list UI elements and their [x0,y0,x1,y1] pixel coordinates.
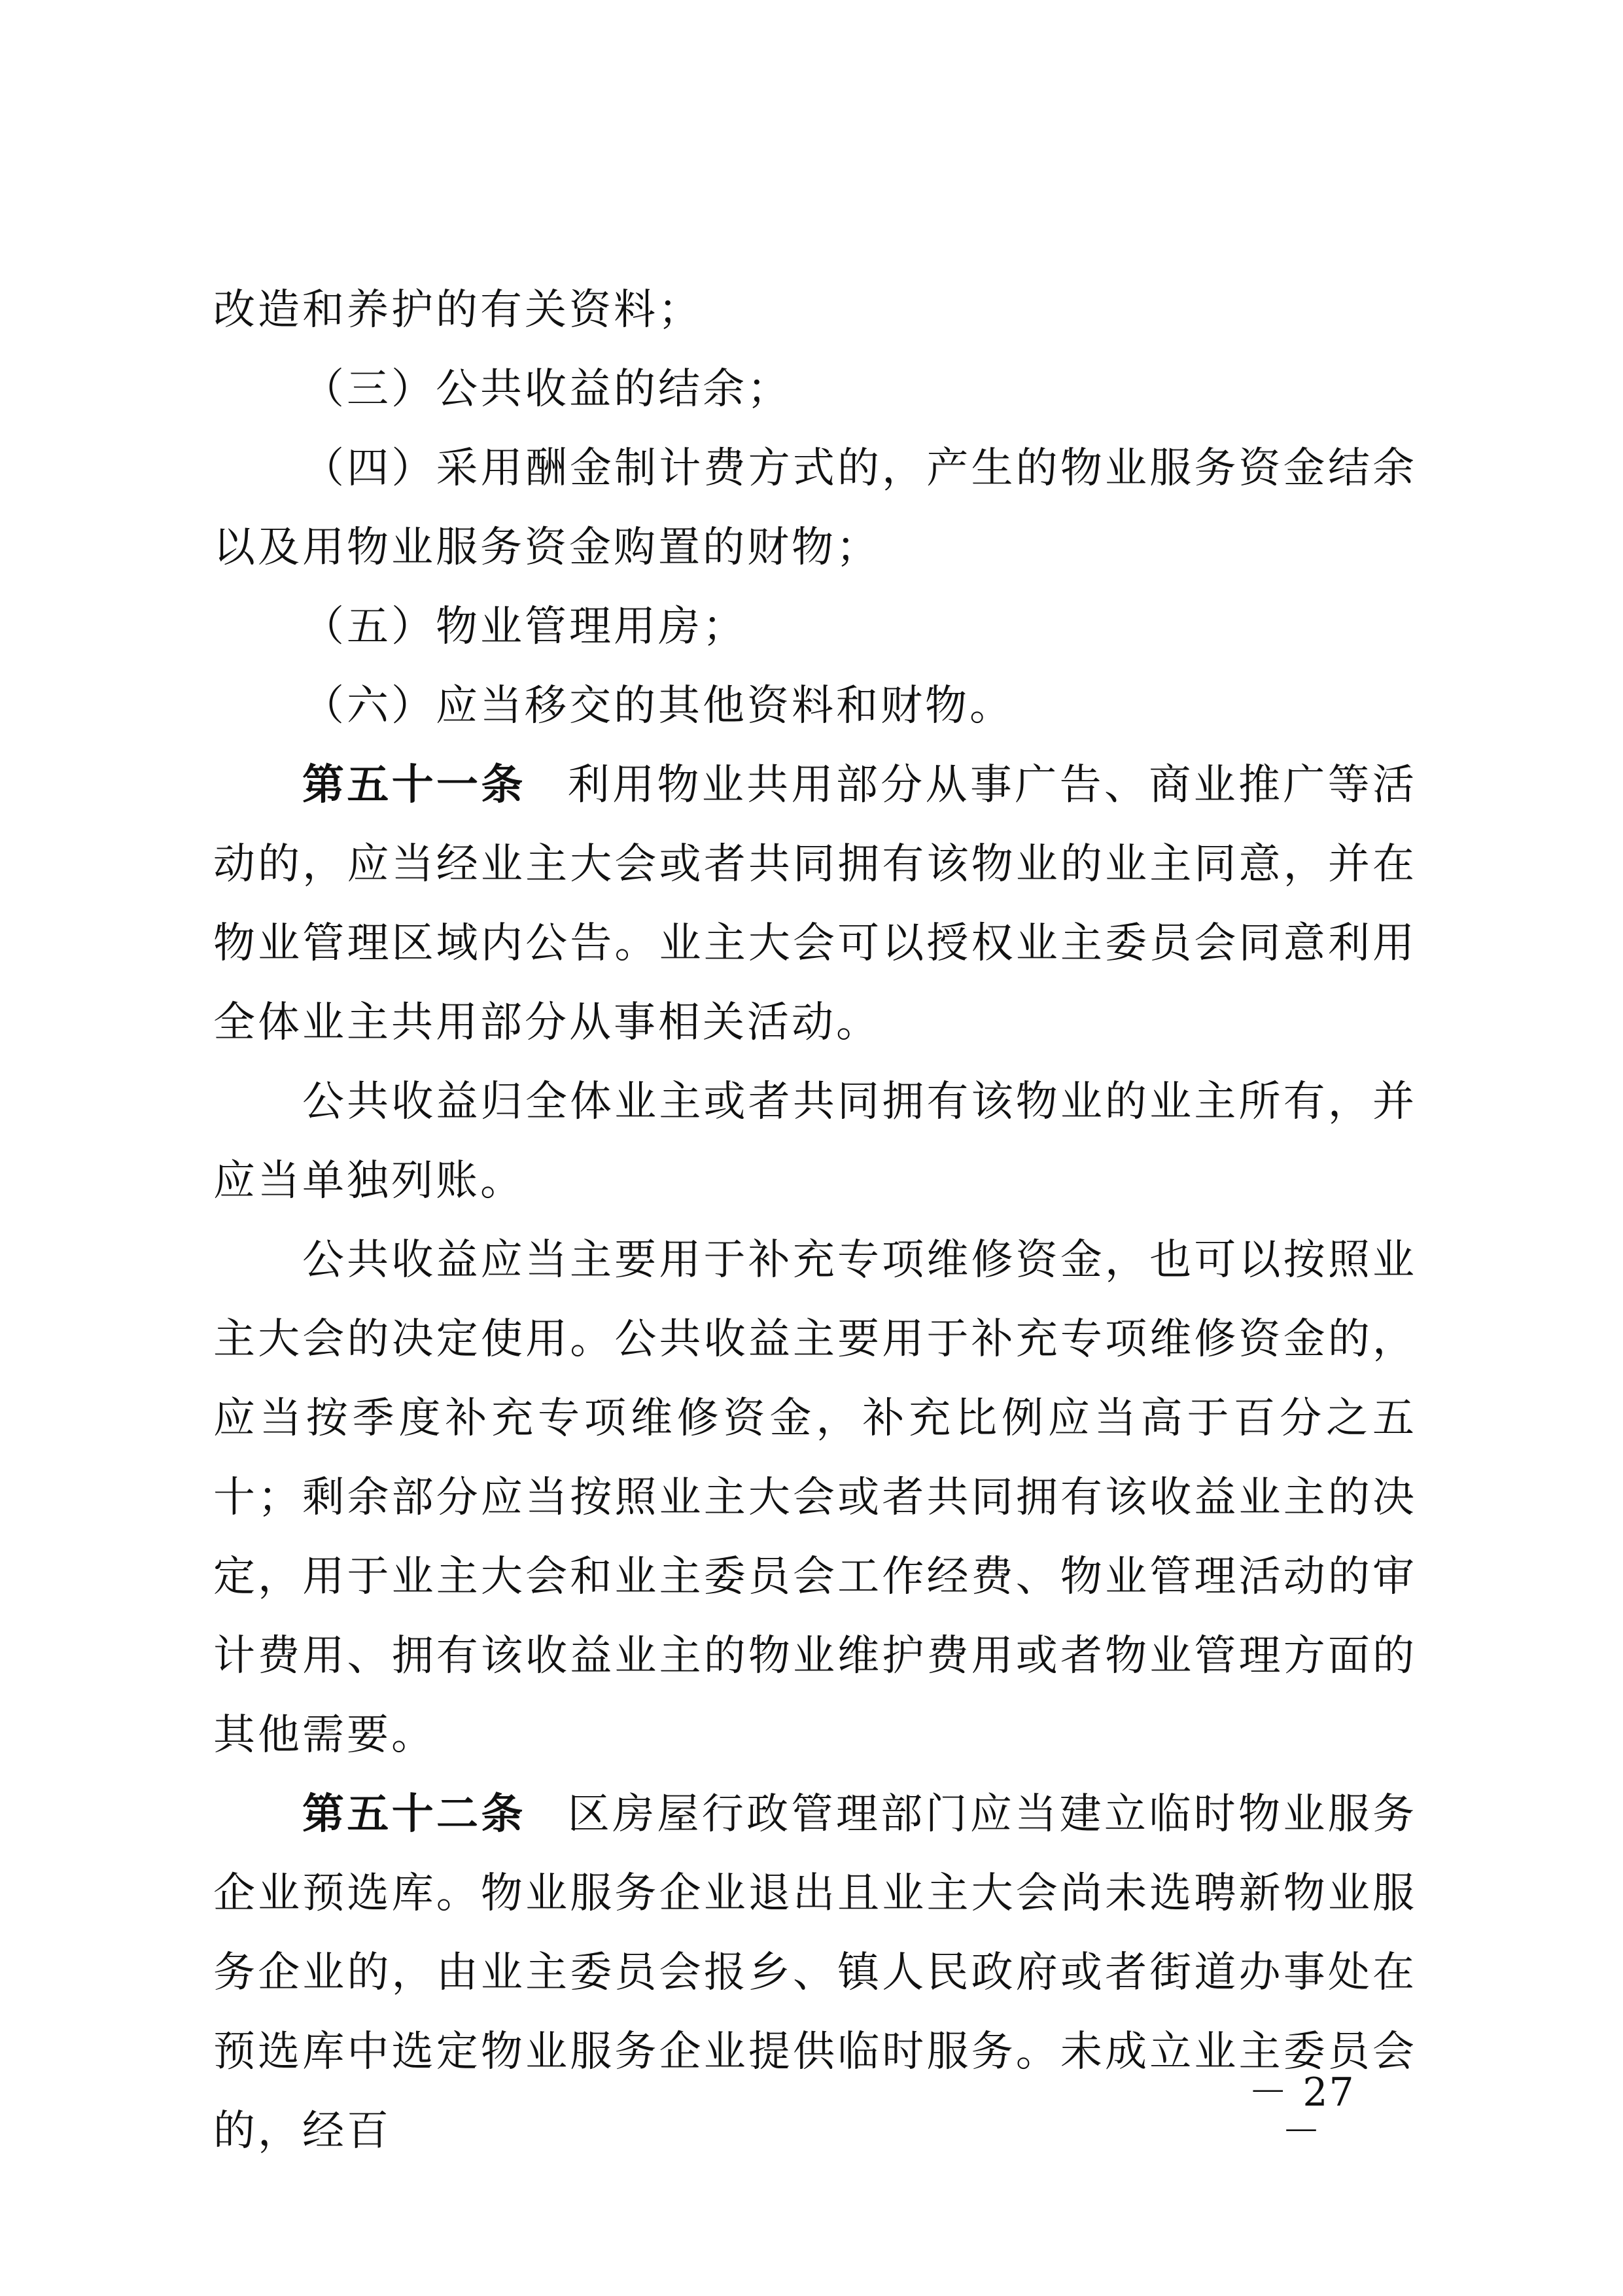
paragraph [213,667,1417,746]
paragraph-text: 利用物业共用部分从事广告、商业推广等活动的，应当经业主大会或者共同拥有该物业的业主同意，并在物业管理区域内公告。业主大会可以授权业主委员会同意利用全体业主共用部分从事相关活动。 [213,761,1418,1047]
paragraph-text: （四）采用酬金制计费方式的，产生的物业服务资金结余以及用物业服务资金购置的财物； [213,444,1417,572]
paragraph [213,1063,1417,1221]
paragraph [213,350,1417,429]
article-number: 第五十二条 [302,1790,526,1839]
page-number: － 27 － [1248,2070,1355,2155]
paragraph [213,746,1417,1063]
paragraph-text: （五）物业管理用房； [302,603,747,651]
paragraph [213,588,1417,667]
paragraph-text: 公共收益归全体业主或者共同拥有该物业的业主所有，并应当单独列账。 [213,1078,1417,1205]
paragraph [213,271,1417,350]
article-number: 第五十一条 [302,761,526,809]
paragraph-text: （三）公共收益的结余； [302,365,792,414]
paragraph [213,1221,1417,1775]
paragraph-text: 区房屋行政管理部门应当建立临时物业服务企业预选库。物业服务企业退出且业主大会尚未选聘新物业服务企业的，由业主委员会报乡、镇人民政府或者街道办事处在预选库中选定物业服务企业提供临时服务。未成立业主委员会的，经百 [213,1790,1418,2155]
paragraph-text: 改造和养护的有关资料； [213,286,703,334]
paragraph-text: 公共收益应当主要用于补充专项维修资金，也可以按照业主大会的决定使用。公共收益主要用于补充专项维修资金的，应当按季度补充专项维修资金，补充比例应当高于百分之五十；剩余部分应当按照业主大会或者共同拥有该收益业主的决定，用于业主大会和业主委员会工作经费、物业管理活动的审计费用、拥有该收益业主的物业维护费用或者物业管理方面的其他需要。 [213,1236,1417,1759]
paragraph-text: （六）应当移交的其他资料和财物。 [302,682,1014,730]
body-text [213,271,1417,2171]
paragraph [213,429,1417,588]
